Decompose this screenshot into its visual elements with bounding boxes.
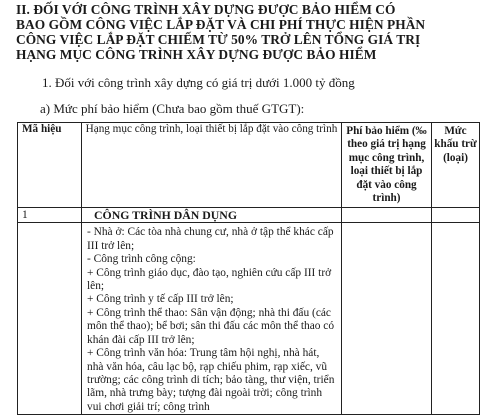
heading-line: HẠNG MỤC CÔNG TRÌNH XÂY DỰNG ĐƯỢC BẢO HIỂM — [16, 47, 377, 62]
header-category: Hạng mục công trình, loại thiết bị lắp đặt vào công trình — [82, 123, 342, 208]
row-fee — [342, 208, 432, 223]
detail-code-cell — [18, 223, 82, 415]
row-deductible — [432, 208, 480, 223]
table-row — [18, 223, 480, 415]
detail-line: - Nhà ở: Các tòa nhà chung cư, nhà ở tập thể khác cấp III trở lên; — [87, 226, 334, 252]
detail-line: + Công trình y tế cấp III trở lên; — [87, 293, 234, 306]
heading-line: II. ĐỐI VỚI CÔNG TRÌNH XÂY DỰNG ĐƯỢC BẢO HIỂM CÓ — [16, 2, 396, 17]
header-code: Mã hiệu — [18, 123, 82, 208]
heading-line: BAO GỒM CÔNG VIỆC LẮP ĐẶT VÀ CHI PHÍ THỰC HIỆN PHẦN — [16, 17, 426, 32]
detail-line: + Công trình văn hóa: Trung tâm hội nghị, nhà hát, nhà văn hóa, câu lạc bộ, rạp chiếu phim, rạp xiếc, vũ trường; các công trình di tích; bảo tàng, thư viện, triển lãm, nhà trưng bày; tượng đài ngoài trời; công trình vui chơi giải trí; công trình — [87, 347, 335, 413]
header-fee: Phí bảo hiểm (‰ theo giá trị hạng mục công trình, loại thiết bị lắp đặt vào công trình) — [342, 123, 432, 208]
row-category: CÔNG TRÌNH DÂN DỤNG — [82, 208, 342, 223]
detail-line: + Công trình giáo dục, đào tạo, nghiên cứu cấp III trở lên; — [87, 266, 332, 293]
row-code: 1 — [18, 208, 82, 223]
table-row — [18, 208, 480, 223]
table-header-row — [18, 123, 480, 208]
subsection-a-title: a) Mức phí bảo hiểm (Chưa bao gồm thuế GTGT): — [40, 101, 305, 116]
insurance-fee-table — [17, 122, 480, 415]
header-deductible: Mức khấu trừ (loại) — [432, 123, 480, 208]
detail-line: + Công trình thể thao: Sân vận động; nhà thi đấu (các môn thể thao); bể bơi; sân thi đấu các môn thể thao có khán đài cấp III trở lên; — [87, 306, 335, 346]
section-heading — [16, 2, 478, 62]
detail-deductible-cell — [432, 223, 480, 415]
detail-category-cell — [82, 223, 342, 415]
heading-line: CÔNG VIỆC LẮP ĐẶT CHIẾM TỪ 50% TRỞ LÊN TỔNG GIÁ TRỊ — [16, 32, 421, 47]
detail-line: - Công trình công cộng: — [87, 253, 196, 266]
detail-fee-cell — [342, 223, 432, 415]
subsection-1-title: 1. Đối với công trình xây dựng có giá trị dưới 1.000 tỷ đồng — [42, 75, 355, 90]
